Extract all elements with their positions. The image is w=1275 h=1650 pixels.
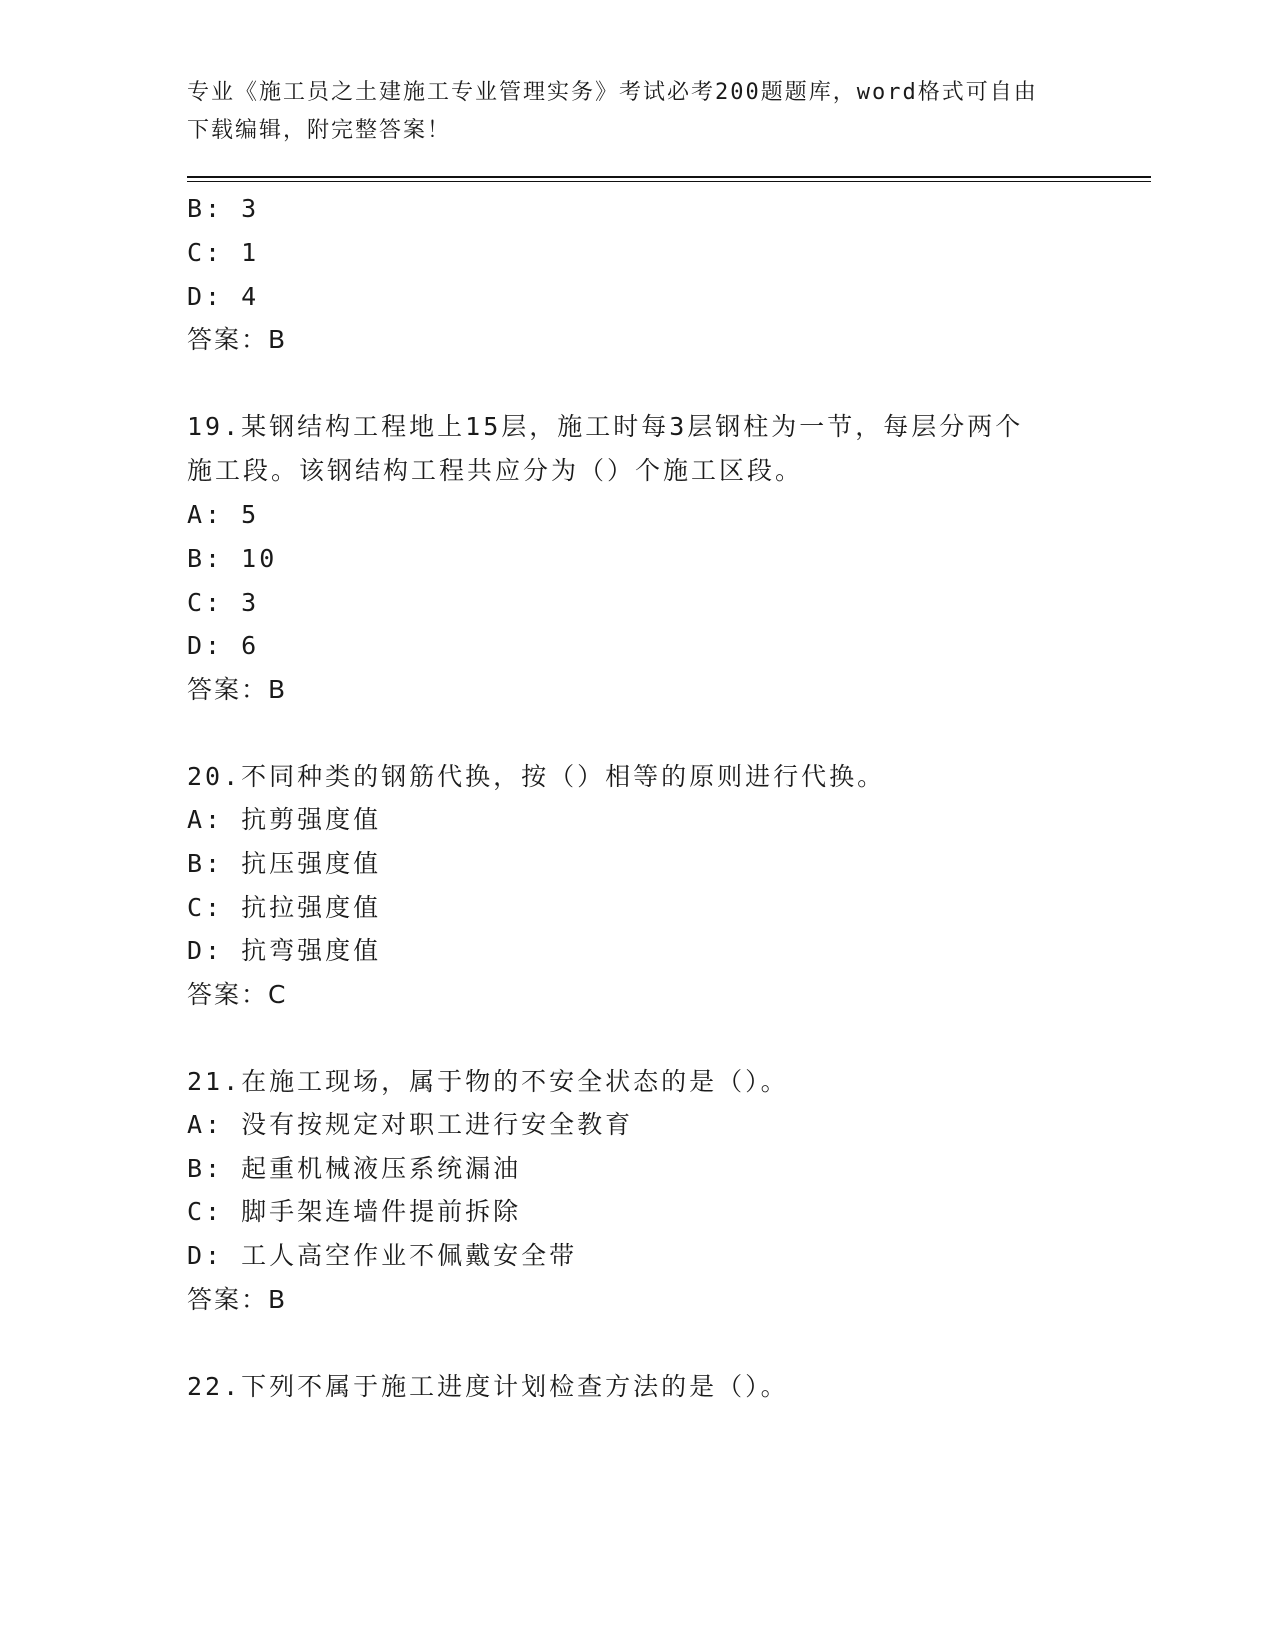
- q18-option-d: D: 4: [187, 282, 260, 311]
- q21-option-c: C: 脚手架连墙件提前拆除: [187, 1197, 522, 1226]
- header-divider-thin: [187, 181, 1151, 182]
- q20-answer: 答案：C: [187, 980, 288, 1009]
- q20-option-d: D: 抗弯强度值: [187, 936, 382, 965]
- q19-stem-line-2: 施工段。该钢结构工程共应分为（）个施工区段。: [187, 456, 804, 485]
- header-line-2: 下载编辑，附完整答案！: [187, 118, 452, 143]
- q20-stem: 20.不同种类的钢筋代换，按（）相等的原则进行代换。: [187, 762, 886, 791]
- q18-option-b: B: 3: [187, 194, 260, 223]
- q21-option-d: D: 工人高空作业不佩戴安全带: [187, 1241, 578, 1270]
- q21-answer: 答案：B: [187, 1285, 288, 1314]
- q21-stem: 21.在施工现场，属于物的不安全状态的是（）。: [187, 1067, 789, 1096]
- q21-option-a: A: 没有按规定对职工进行安全教育: [187, 1110, 634, 1139]
- q19-answer: 答案：B: [187, 675, 288, 704]
- q21-option-b: B: 起重机械液压系统漏油: [187, 1154, 522, 1183]
- q20-option-a: A: 抗剪强度值: [187, 805, 382, 834]
- q19-option-b: B: 10: [187, 544, 278, 573]
- q18-answer: 答案：B: [187, 325, 288, 354]
- q19-option-c: C: 3: [187, 588, 260, 617]
- q19-stem-line-1: 19.某钢结构工程地上15层，施工时每3层钢柱为一节，每层分两个: [187, 412, 1024, 441]
- document-header: [187, 74, 1067, 150]
- q20-option-b: B: 抗压强度值: [187, 849, 382, 878]
- q20-option-c: C: 抗拉强度值: [187, 893, 382, 922]
- header-line-1: 专业《施工员之土建施工专业管理实务》考试必考200题题库，word格式可自由: [187, 80, 1038, 105]
- q22-stem: 22.下列不属于施工进度计划检查方法的是（）。: [187, 1372, 789, 1401]
- header-divider-thick: [187, 176, 1151, 178]
- q19-option-a: A: 5: [187, 500, 260, 529]
- q19-option-d: D: 6: [187, 631, 260, 660]
- q18-option-c: C: 1: [187, 238, 260, 267]
